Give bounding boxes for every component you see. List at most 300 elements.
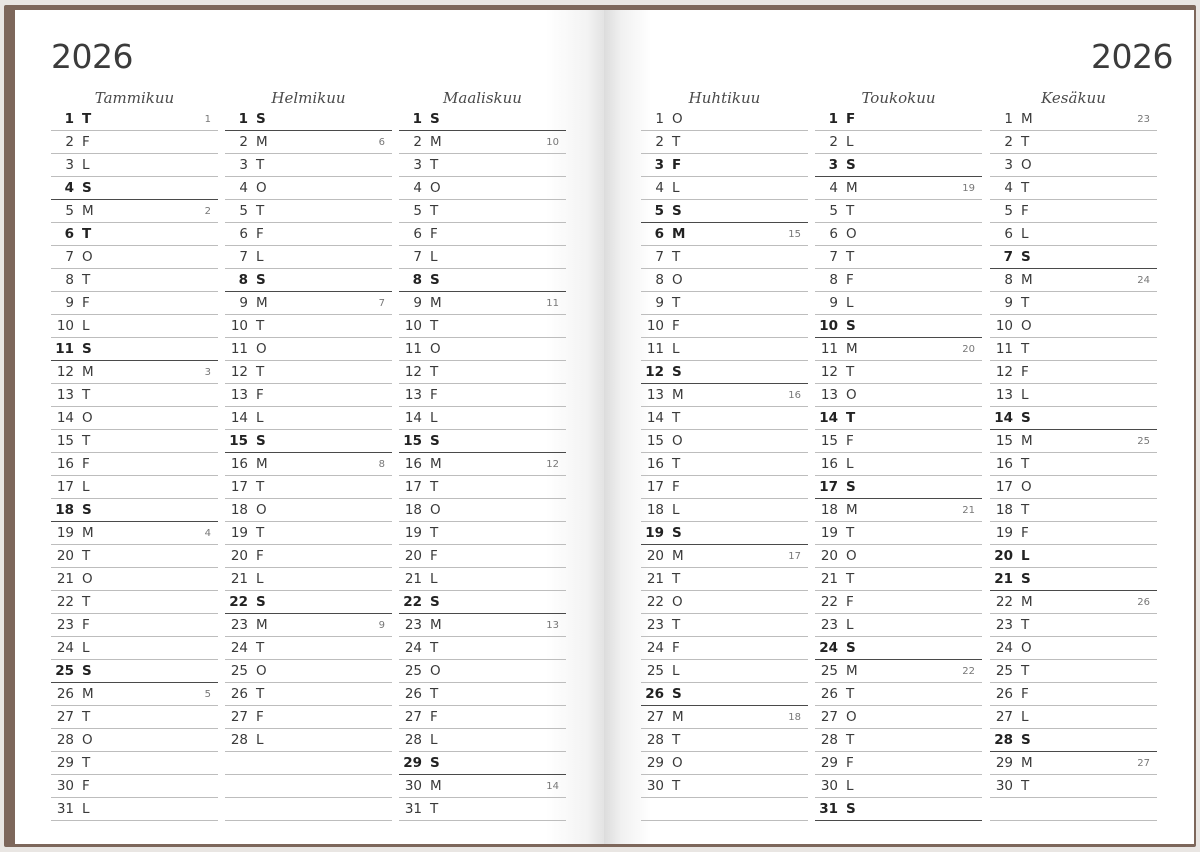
left-page — [15, 10, 605, 844]
day-number: 24 — [995, 640, 1013, 656]
day-number: 14 — [56, 410, 74, 426]
weekday-letter: O — [1021, 479, 1032, 495]
day-row — [51, 522, 218, 545]
day-number: 26 — [820, 686, 838, 702]
weekday-letter: S — [256, 111, 266, 127]
day-row — [225, 706, 392, 729]
day-number: 30 — [995, 778, 1013, 794]
month-column — [399, 88, 566, 821]
day-number: 1 — [1004, 111, 1013, 127]
weekday-letter: M — [256, 134, 268, 150]
weekday-letter: O — [256, 663, 267, 679]
weekday-letter: S — [82, 502, 92, 518]
day-number: 11 — [820, 341, 838, 357]
day-row — [51, 775, 218, 798]
day-number: 15 — [56, 433, 74, 449]
weekday-letter: T — [672, 617, 681, 633]
day-number: 6 — [239, 226, 248, 242]
day-row — [815, 476, 982, 499]
day-row — [815, 453, 982, 476]
day-row — [399, 522, 566, 545]
weekday-letter: S — [82, 341, 92, 357]
day-row — [815, 177, 982, 200]
weekday-letter: O — [430, 341, 441, 357]
day-row — [399, 798, 566, 821]
week-number: 10 — [546, 137, 559, 148]
day-number: 5 — [65, 203, 74, 219]
weekday-letter: T — [82, 272, 91, 288]
weekday-letter: L — [1021, 709, 1029, 725]
day-row — [51, 315, 218, 338]
weekday-letter: M — [430, 617, 442, 633]
day-number: 9 — [1004, 295, 1013, 311]
weekday-letter: F — [82, 778, 90, 794]
day-row — [51, 683, 218, 706]
day-row — [990, 338, 1157, 361]
day-row — [399, 683, 566, 706]
day-row — [641, 361, 808, 384]
day-row — [399, 568, 566, 591]
weekday-letter: M — [1021, 755, 1033, 771]
day-row — [815, 269, 982, 292]
day-number: 4 — [655, 180, 664, 196]
day-number: 20 — [230, 548, 248, 564]
day-row — [51, 361, 218, 384]
weekday-letter: T — [256, 686, 265, 702]
day-row — [990, 591, 1157, 614]
weekday-letter: T — [256, 479, 265, 495]
day-number: 10 — [646, 318, 664, 334]
day-number: 24 — [404, 640, 422, 656]
day-number: 18 — [230, 502, 248, 518]
day-row — [399, 315, 566, 338]
day-row — [641, 568, 808, 591]
day-number: 21 — [646, 571, 664, 587]
weekday-letter: L — [430, 410, 438, 426]
day-number: 10 — [819, 318, 838, 334]
week-number: 25 — [1137, 436, 1150, 447]
weekday-letter: S — [846, 801, 856, 817]
day-row — [399, 384, 566, 407]
day-number: 5 — [239, 203, 248, 219]
weekday-letter: L — [846, 456, 854, 472]
weekday-letter: O — [846, 387, 857, 403]
day-number: 18 — [820, 502, 838, 518]
weekday-letter: T — [256, 157, 265, 173]
day-number: 7 — [239, 249, 248, 265]
day-number: 26 — [995, 686, 1013, 702]
weekday-letter: L — [430, 732, 438, 748]
weekday-letter: F — [430, 548, 438, 564]
weekday-letter: T — [1021, 663, 1030, 679]
week-number: 22 — [962, 666, 975, 677]
day-row — [399, 729, 566, 752]
day-row — [641, 775, 808, 798]
day-row — [225, 292, 392, 315]
day-number: 6 — [1004, 226, 1013, 242]
day-row — [815, 315, 982, 338]
day-number: 11 — [230, 341, 248, 357]
weekday-letter: T — [82, 433, 91, 449]
day-number: 18 — [646, 502, 664, 518]
weekday-letter: O — [82, 410, 93, 426]
day-row — [399, 752, 566, 775]
day-row — [225, 384, 392, 407]
day-row — [51, 108, 218, 131]
day-row — [51, 131, 218, 154]
weekday-letter: L — [256, 732, 264, 748]
day-row — [815, 683, 982, 706]
weekday-letter: S — [846, 318, 856, 334]
week-number: 26 — [1137, 597, 1150, 608]
weekday-letter: L — [672, 663, 680, 679]
day-row — [815, 545, 982, 568]
day-row — [225, 338, 392, 361]
weekday-letter: T — [1021, 180, 1030, 196]
month-column — [225, 88, 392, 821]
weekday-letter: T — [1021, 617, 1030, 633]
day-row — [641, 453, 808, 476]
day-number: 22 — [56, 594, 74, 610]
day-number: 14 — [646, 410, 664, 426]
weekday-letter: T — [430, 318, 439, 334]
day-row — [815, 223, 982, 246]
day-number: 21 — [230, 571, 248, 587]
week-number: 15 — [788, 229, 801, 240]
day-row — [51, 384, 218, 407]
day-row — [990, 798, 1157, 821]
day-row — [399, 660, 566, 683]
day-number: 7 — [829, 249, 838, 265]
day-row — [815, 660, 982, 683]
day-number: 4 — [1004, 180, 1013, 196]
day-number: 16 — [995, 456, 1013, 472]
weekday-letter: M — [430, 778, 442, 794]
weekday-letter: O — [672, 755, 683, 771]
week-number: 16 — [788, 390, 801, 401]
day-number: 29 — [995, 755, 1013, 771]
day-number: 24 — [230, 640, 248, 656]
weekday-letter: L — [82, 801, 90, 817]
day-row — [990, 154, 1157, 177]
day-number: 19 — [645, 525, 664, 541]
day-row — [225, 476, 392, 499]
day-row — [399, 614, 566, 637]
weekday-letter: T — [672, 456, 681, 472]
weekday-letter: T — [256, 203, 265, 219]
day-number: 24 — [56, 640, 74, 656]
weekday-letter: S — [1021, 249, 1031, 265]
day-number: 11 — [404, 341, 422, 357]
day-number: 4 — [413, 180, 422, 196]
day-number: 7 — [65, 249, 74, 265]
day-number: 13 — [404, 387, 422, 403]
day-row — [641, 637, 808, 660]
weekday-letter: M — [256, 295, 268, 311]
weekday-letter: S — [1021, 410, 1031, 426]
weekday-letter: O — [1021, 318, 1032, 334]
week-number: 11 — [546, 298, 559, 309]
weekday-letter: L — [1021, 548, 1030, 564]
day-row — [399, 246, 566, 269]
day-number: 25 — [646, 663, 664, 679]
day-number: 30 — [820, 778, 838, 794]
day-row — [399, 338, 566, 361]
weekday-letter: L — [846, 778, 854, 794]
day-row — [51, 154, 218, 177]
day-number: 11 — [995, 341, 1013, 357]
day-number: 5 — [829, 203, 838, 219]
day-row — [641, 154, 808, 177]
day-row — [815, 591, 982, 614]
day-row — [815, 752, 982, 775]
day-row — [990, 683, 1157, 706]
day-row — [225, 131, 392, 154]
day-row — [990, 361, 1157, 384]
weekday-letter: T — [82, 709, 91, 725]
weekday-letter: M — [1021, 433, 1033, 449]
day-number: 16 — [404, 456, 422, 472]
week-number: 1 — [204, 114, 211, 125]
month-name: Toukokuu — [861, 89, 936, 107]
weekday-letter: S — [430, 755, 440, 771]
weekday-letter: T — [846, 410, 856, 426]
day-number: 17 — [230, 479, 248, 495]
weekday-letter: T — [82, 387, 91, 403]
day-number: 5 — [1004, 203, 1013, 219]
day-row — [225, 177, 392, 200]
day-row — [815, 522, 982, 545]
day-row — [990, 706, 1157, 729]
day-row — [399, 131, 566, 154]
day-number: 23 — [56, 617, 74, 633]
day-number: 9 — [413, 295, 422, 311]
weekday-letter: T — [846, 525, 855, 541]
day-number: 14 — [819, 410, 838, 426]
weekday-letter: T — [672, 732, 681, 748]
weekday-letter: F — [430, 387, 438, 403]
day-row — [225, 660, 392, 683]
day-row — [641, 683, 808, 706]
day-row — [51, 752, 218, 775]
weekday-letter: T — [82, 594, 91, 610]
day-row — [225, 361, 392, 384]
weekday-letter: T — [430, 203, 439, 219]
day-row — [641, 614, 808, 637]
day-row — [990, 522, 1157, 545]
day-row — [641, 292, 808, 315]
day-number: 9 — [239, 295, 248, 311]
weekday-letter: T — [1021, 295, 1030, 311]
day-number: 12 — [820, 364, 838, 380]
weekday-letter: S — [82, 180, 92, 196]
day-row — [225, 154, 392, 177]
day-number: 11 — [55, 341, 74, 357]
day-number: 22 — [646, 594, 664, 610]
day-row — [641, 223, 808, 246]
day-row — [399, 177, 566, 200]
weekday-letter: T — [846, 571, 855, 587]
week-number: 4 — [204, 528, 211, 539]
day-row — [815, 729, 982, 752]
weekday-letter: T — [256, 364, 265, 380]
year-heading-right: 2026 — [1091, 37, 1173, 76]
weekday-letter: S — [846, 157, 856, 173]
day-row — [641, 545, 808, 568]
week-number: 5 — [204, 689, 211, 700]
week-number: 7 — [378, 298, 385, 309]
day-row — [641, 407, 808, 430]
weekday-letter: O — [82, 249, 93, 265]
weekday-letter: T — [430, 157, 439, 173]
weekday-letter: T — [672, 134, 681, 150]
day-row — [399, 407, 566, 430]
day-row — [399, 775, 566, 798]
weekday-letter: S — [430, 272, 440, 288]
day-row — [990, 499, 1157, 522]
weekday-letter: T — [1021, 134, 1030, 150]
weekday-letter: O — [672, 111, 683, 127]
day-number: 7 — [413, 249, 422, 265]
weekday-letter: T — [846, 732, 855, 748]
day-number: 8 — [65, 272, 74, 288]
day-number: 27 — [995, 709, 1013, 725]
day-number: 21 — [994, 571, 1013, 587]
day-number: 26 — [56, 686, 74, 702]
weekday-letter: T — [430, 640, 439, 656]
day-number: 8 — [1004, 272, 1013, 288]
day-row — [641, 246, 808, 269]
day-row — [399, 545, 566, 568]
day-number: 25 — [995, 663, 1013, 679]
day-number: 24 — [646, 640, 664, 656]
day-row — [51, 246, 218, 269]
day-number: 29 — [820, 755, 838, 771]
day-number: 7 — [655, 249, 664, 265]
day-number: 25 — [820, 663, 838, 679]
day-row — [399, 361, 566, 384]
day-row — [399, 499, 566, 522]
weekday-letter: F — [82, 456, 90, 472]
day-number: 27 — [820, 709, 838, 725]
day-number: 9 — [655, 295, 664, 311]
day-row — [641, 660, 808, 683]
weekday-letter: S — [846, 479, 856, 495]
week-number: 9 — [378, 620, 385, 631]
day-row — [399, 223, 566, 246]
day-number: 21 — [820, 571, 838, 587]
weekday-letter: O — [256, 341, 267, 357]
weekday-letter: L — [82, 640, 90, 656]
day-number: 15 — [403, 433, 422, 449]
day-number: 13 — [56, 387, 74, 403]
day-row — [990, 752, 1157, 775]
day-number: 30 — [56, 778, 74, 794]
day-row — [815, 246, 982, 269]
day-row — [990, 315, 1157, 338]
day-row — [225, 683, 392, 706]
day-number: 8 — [829, 272, 838, 288]
day-number: 16 — [646, 456, 664, 472]
day-row — [225, 729, 392, 752]
day-number: 13 — [646, 387, 664, 403]
day-row — [225, 798, 392, 821]
day-row — [990, 729, 1157, 752]
day-row — [641, 706, 808, 729]
day-number: 1 — [64, 111, 74, 127]
weekday-letter: O — [672, 272, 683, 288]
weekday-letter: T — [430, 364, 439, 380]
day-row — [641, 131, 808, 154]
day-number: 17 — [819, 479, 838, 495]
day-number: 14 — [404, 410, 422, 426]
weekday-letter: F — [256, 548, 264, 564]
weekday-letter: M — [82, 686, 94, 702]
weekday-letter: F — [672, 157, 682, 173]
day-number: 15 — [820, 433, 838, 449]
day-number: 14 — [994, 410, 1013, 426]
day-number: 12 — [404, 364, 422, 380]
weekday-letter: T — [1021, 778, 1030, 794]
weekday-letter: F — [846, 594, 854, 610]
day-number: 23 — [995, 617, 1013, 633]
weekday-letter: M — [256, 617, 268, 633]
weekday-letter: M — [1021, 272, 1033, 288]
day-number: 16 — [230, 456, 248, 472]
weekday-letter: O — [672, 594, 683, 610]
day-number: 2 — [239, 134, 248, 150]
day-number: 17 — [995, 479, 1013, 495]
day-number: 19 — [820, 525, 838, 541]
weekday-letter: M — [672, 548, 684, 564]
day-row — [641, 338, 808, 361]
day-number: 21 — [56, 571, 74, 587]
day-number: 11 — [646, 341, 664, 357]
day-number: 23 — [404, 617, 422, 633]
day-number: 14 — [230, 410, 248, 426]
day-number: 28 — [404, 732, 422, 748]
weekday-letter: S — [430, 111, 440, 127]
weekday-letter: F — [1021, 686, 1029, 702]
day-number: 2 — [65, 134, 74, 150]
week-number: 2 — [204, 206, 211, 217]
day-row — [990, 568, 1157, 591]
day-row — [815, 361, 982, 384]
weekday-letter: M — [82, 203, 94, 219]
day-row — [51, 292, 218, 315]
day-row — [225, 223, 392, 246]
weekday-letter: S — [82, 663, 92, 679]
day-number: 1 — [828, 111, 838, 127]
day-number: 12 — [56, 364, 74, 380]
day-number: 19 — [404, 525, 422, 541]
day-row — [641, 591, 808, 614]
month-name: Tammikuu — [94, 89, 175, 107]
day-number: 30 — [646, 778, 664, 794]
day-number: 6 — [413, 226, 422, 242]
day-number: 30 — [404, 778, 422, 794]
day-number: 12 — [230, 364, 248, 380]
weekday-letter: F — [672, 479, 680, 495]
weekday-letter: S — [430, 433, 440, 449]
day-row — [815, 292, 982, 315]
weekday-letter: M — [1021, 594, 1033, 610]
day-number: 31 — [819, 801, 838, 817]
day-number: 20 — [404, 548, 422, 564]
day-row — [815, 384, 982, 407]
day-row — [51, 338, 218, 361]
day-number: 12 — [995, 364, 1013, 380]
